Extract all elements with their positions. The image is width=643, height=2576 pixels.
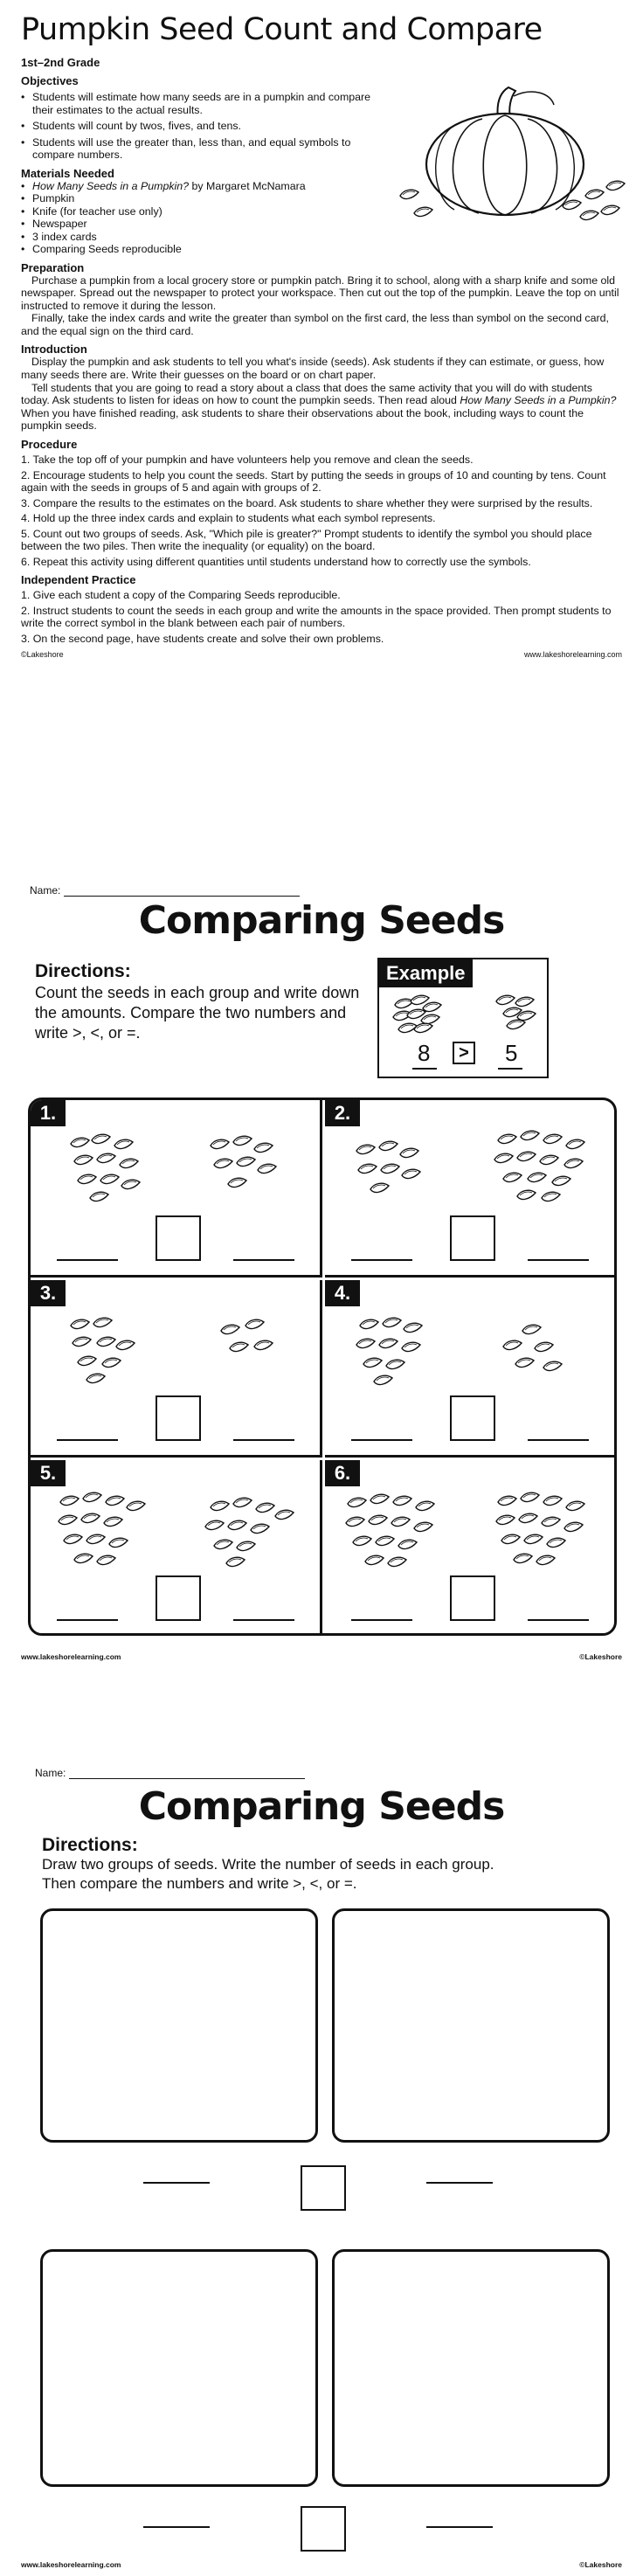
seed-group-icon bbox=[342, 1490, 447, 1577]
procedure-list bbox=[21, 454, 622, 568]
symbol-answer-box[interactable] bbox=[450, 1575, 495, 1621]
book-title: How Many Seeds in a Pumpkin? bbox=[460, 394, 617, 407]
text-run: When you have finished reading, ask students to share their observations about the book, including ways to count the pumpkin seeds. bbox=[21, 406, 584, 433]
problem-cell bbox=[325, 1460, 617, 1636]
book-title: How Many Seeds in a Pumpkin? bbox=[32, 179, 190, 192]
directions-line: Then compare the numbers and write >, <, or =. bbox=[42, 1875, 357, 1892]
website-link[interactable]: www.lakeshorelearning.com bbox=[523, 650, 622, 660]
worksheet-title: Comparing Seeds bbox=[138, 898, 505, 943]
answer-line bbox=[412, 1068, 437, 1070]
seed-group-icon bbox=[55, 1488, 151, 1575]
list-item: • Pumpkin bbox=[21, 192, 622, 205]
problem-grid bbox=[28, 1098, 617, 1636]
directions-text bbox=[35, 983, 359, 1043]
list-item: 5. Count out two groups of seeds. Ask, "Which pile is greater?" Prompt students to identify the symbol you should place between the two piles. Then write the inequality (or equality) on the board. bbox=[21, 527, 592, 553]
grade-level: 1st–2nd Grade bbox=[21, 56, 100, 69]
example-box bbox=[377, 958, 549, 1078]
left-count-line[interactable] bbox=[57, 1259, 118, 1261]
problem-cell bbox=[325, 1100, 617, 1278]
book-author: by Margaret McNamara bbox=[189, 179, 306, 192]
seed-icon bbox=[400, 190, 418, 198]
copyright: ©Lakeshore bbox=[21, 650, 64, 660]
lesson-title: Pumpkin Seed Count and Compare bbox=[21, 12, 543, 47]
seed-icon bbox=[580, 211, 598, 219]
drawing-area[interactable] bbox=[332, 2249, 610, 2487]
seed-group-icon bbox=[491, 1126, 596, 1214]
seed-icon bbox=[606, 181, 625, 190]
answer-line bbox=[498, 1068, 522, 1070]
seed-group-icon bbox=[351, 1312, 439, 1390]
list-item: • 3 index cards bbox=[21, 231, 622, 244]
list-item: • Students will count by twos, fives, and tens. bbox=[21, 120, 388, 133]
name-field bbox=[30, 884, 300, 897]
name-input-line[interactable] bbox=[69, 1769, 305, 1779]
introduction-heading: Introduction bbox=[21, 343, 87, 357]
problem-number: 6. bbox=[325, 1460, 360, 1486]
seed-group-8 bbox=[391, 993, 444, 1036]
introduction-paragraph bbox=[21, 382, 622, 433]
directions-line: Draw two groups of seeds. Write the number of seeds in each group. bbox=[42, 1856, 494, 1873]
symbol-answer-box[interactable] bbox=[301, 2165, 346, 2211]
problem-cell bbox=[325, 1280, 617, 1458]
left-count-line[interactable] bbox=[351, 1619, 412, 1621]
lesson-plan-page bbox=[0, 0, 643, 821]
list-item: 3. Compare the results to the estimates on the board. Ask students to share whether they were surprised by the results. bbox=[21, 496, 593, 509]
left-count-line[interactable] bbox=[57, 1619, 118, 1621]
list-item: • Students will estimate how many seeds are in a pumpkin and compare their estimates to the actual results. bbox=[21, 91, 388, 116]
problem-number: 4. bbox=[325, 1280, 360, 1306]
name-label: Name: bbox=[30, 884, 61, 897]
seed-group-icon bbox=[491, 1488, 596, 1575]
right-count-line[interactable] bbox=[233, 1259, 294, 1261]
footer-website[interactable]: www.lakeshorelearning.com bbox=[21, 1652, 121, 1661]
list-item: • Students will use the greater than, less than, and equal symbols to compare numbers. bbox=[21, 136, 388, 162]
left-count-line[interactable] bbox=[351, 1439, 412, 1441]
objectives-list bbox=[21, 91, 388, 162]
seed-group-icon bbox=[202, 1130, 289, 1208]
example-right-number: 5 bbox=[505, 1040, 518, 1066]
seed-group-5 bbox=[491, 991, 543, 1035]
example-symbol: > bbox=[453, 1042, 475, 1064]
list-item: 1. Take the top off of your pumpkin and have volunteers help you remove and clean the seeds. bbox=[21, 454, 474, 467]
seed-group-icon bbox=[496, 1319, 584, 1388]
footer-website[interactable]: www.lakeshorelearning.com bbox=[21, 2560, 121, 2569]
drawing-area[interactable] bbox=[332, 1908, 610, 2143]
drawing-area[interactable] bbox=[40, 1908, 318, 2143]
list-item: 6. Repeat this activity using different quantities until students understand how to correctly use the symbols. bbox=[21, 555, 531, 568]
footer-copyright: ©Lakeshore bbox=[579, 2560, 622, 2569]
preparation-heading: Preparation bbox=[21, 260, 85, 274]
example-label: Example bbox=[379, 959, 473, 987]
directions-line: Count the seeds in each group and write down bbox=[35, 984, 360, 1001]
problem-number: 3. bbox=[31, 1280, 66, 1306]
seed-icon bbox=[414, 207, 432, 216]
list-item: 3. On the second page, have students create and solve their own problems. bbox=[21, 632, 384, 645]
list-item: 1. Give each student a copy of the Comparing Seeds reproducible. bbox=[21, 589, 341, 602]
left-count-line[interactable] bbox=[143, 2182, 210, 2184]
directions-heading: Directions: bbox=[35, 961, 131, 981]
problem-number: 1. bbox=[31, 1100, 66, 1126]
name-input-line[interactable] bbox=[64, 886, 300, 897]
list-item: 2. Encourage students to help you count the seeds. Start by putting the seeds in groups of 10 and counting by tens. Count again with the seeds in groups of 5 and again with groups of 2. bbox=[21, 468, 606, 495]
right-count-line[interactable] bbox=[426, 2182, 493, 2184]
directions-line: the amounts. Compare the two numbers and bbox=[35, 1004, 347, 1021]
list-item: 4. Hold up the three index cards and explain to students what each symbol represents. bbox=[21, 512, 436, 525]
symbol-answer-box[interactable] bbox=[156, 1215, 201, 1261]
problem-cell bbox=[31, 1280, 322, 1458]
right-count-line[interactable] bbox=[528, 1619, 589, 1621]
practice-list bbox=[21, 589, 622, 645]
left-count-line[interactable] bbox=[143, 2526, 210, 2528]
worksheet-draw-page bbox=[0, 1713, 643, 2576]
right-count-line[interactable] bbox=[233, 1619, 294, 1621]
right-count-line[interactable] bbox=[426, 2526, 493, 2528]
list-item: • Newspaper bbox=[21, 218, 622, 231]
preparation-paragraph: Purchase a pumpkin from a local grocery store or pumpkin patch. Bring it to school, along with a sharp knife and some old newspaper. Spread out the newspaper to protect your workspace. Then cut out the top of the pumpkin. Leave the top on until instructed to remove it during the lesson. bbox=[21, 274, 619, 312]
preparation-paragraph: Finally, take the index cards and write the greater than symbol on the first card, the less than symbol on the second card, and the equal sign on the third card. bbox=[21, 312, 609, 337]
seed-group-icon bbox=[66, 1130, 153, 1208]
seed-icon bbox=[585, 190, 604, 198]
seed-group-icon bbox=[64, 1312, 151, 1390]
practice-heading: Independent Practice bbox=[21, 573, 136, 587]
footer-copyright: ©Lakeshore bbox=[579, 1652, 622, 1661]
example-left-number: 8 bbox=[418, 1040, 431, 1066]
seed-group-icon bbox=[211, 1315, 289, 1376]
text-run: Tell students that you are going to read a story about a class that does the same activity that you will do with students today. Ask students to listen for ideas on how to count the pumpkin seeds. Then read aloud bbox=[21, 381, 592, 407]
introduction-paragraph: Display the pumpkin and ask students to tell you what's inside (seeds). Ask students if they can estimate, or guess, how many seeds there are. Write their guesses on the board or on chart paper. bbox=[21, 356, 605, 382]
left-count-line[interactable] bbox=[351, 1259, 412, 1261]
directions-heading: Directions: bbox=[42, 1835, 138, 1855]
list-item: • Knife (for teacher use only) bbox=[21, 205, 622, 218]
problem-cell bbox=[31, 1460, 322, 1636]
page-footer bbox=[21, 650, 622, 659]
worksheet-count-page bbox=[0, 856, 643, 1678]
list-item: • Comparing Seeds reproducible bbox=[21, 243, 622, 256]
worksheet-title: Comparing Seeds bbox=[138, 1784, 505, 1829]
directions-text bbox=[42, 1855, 494, 1894]
problem-cell bbox=[31, 1100, 322, 1278]
right-count-line[interactable] bbox=[528, 1439, 589, 1441]
name-field bbox=[35, 1767, 305, 1779]
materials-heading: Materials Needed bbox=[21, 166, 114, 180]
procedure-heading: Procedure bbox=[21, 438, 78, 452]
left-count-line[interactable] bbox=[57, 1439, 118, 1441]
symbol-answer-box[interactable] bbox=[156, 1395, 201, 1441]
seed-group-icon bbox=[351, 1135, 439, 1214]
problem-number: 2. bbox=[325, 1100, 360, 1126]
drawing-area[interactable] bbox=[40, 2249, 318, 2487]
pumpkin-illustration bbox=[391, 84, 627, 232]
objectives-heading: Objectives bbox=[21, 74, 79, 87]
symbol-answer-box[interactable] bbox=[156, 1575, 201, 1621]
name-label: Name: bbox=[35, 1767, 66, 1779]
directions-line: write >, <, or =. bbox=[35, 1024, 141, 1042]
seed-group-icon bbox=[202, 1492, 298, 1579]
right-count-line[interactable] bbox=[233, 1439, 294, 1441]
symbol-answer-box[interactable] bbox=[450, 1395, 495, 1441]
list-item: 2. Instruct students to count the seeds in each group and write the amounts in the space provided. Then prompt students to write the correct symbol in the blank between each pair of numbers. bbox=[21, 604, 612, 630]
right-count-line[interactable] bbox=[528, 1259, 589, 1261]
seed-icon bbox=[601, 205, 619, 214]
symbol-answer-box[interactable] bbox=[450, 1215, 495, 1261]
problem-number: 5. bbox=[31, 1460, 66, 1486]
symbol-answer-box[interactable] bbox=[301, 2506, 346, 2552]
